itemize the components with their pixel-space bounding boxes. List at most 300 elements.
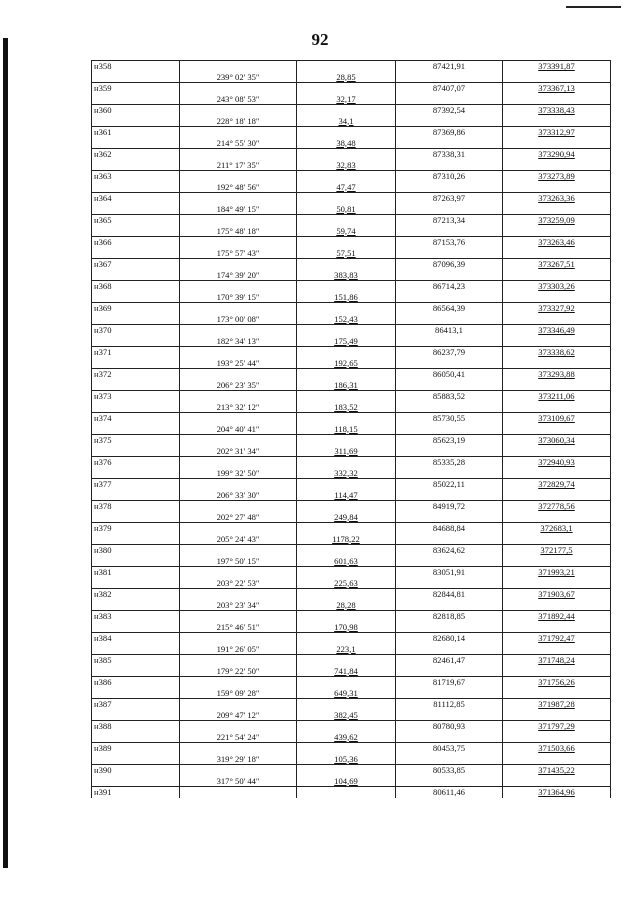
table-row [92,699,611,710]
table-row [92,182,611,193]
x-coordinate-cell [396,600,503,611]
x-coordinate-cell: 80533,85 [396,765,503,776]
angle-cell [180,215,297,226]
length-cell: 152,43 [297,314,396,325]
angle-cell [180,347,297,358]
y-coordinate-cell [503,468,611,479]
point-name-cell: н372 [92,369,180,380]
length-cell: 383,83 [297,270,396,281]
y-coordinate-cell: 372177,5 [503,545,611,556]
x-coordinate-cell [396,512,503,523]
y-coordinate-cell: 371503,66 [503,743,611,754]
y-coordinate-cell [503,688,611,699]
x-coordinate-cell: 87213,34 [396,215,503,226]
table-row [92,424,611,435]
x-coordinate-cell: 85623,19 [396,435,503,446]
x-coordinate-cell: 81719,67 [396,677,503,688]
angle-cell [180,457,297,468]
x-coordinate-cell [396,160,503,171]
length-cell [297,523,396,534]
y-coordinate-cell [503,336,611,347]
angle-cell [180,281,297,292]
x-coordinate-cell [396,776,503,787]
table-row [92,336,611,347]
x-coordinate-cell [396,402,503,413]
table-row [92,534,611,545]
length-cell [297,567,396,578]
point-name-cell [92,138,180,149]
x-coordinate-cell [396,116,503,127]
angle-cell: 319° 29' 18" [180,754,297,765]
angle-cell [180,171,297,182]
x-coordinate-cell [396,490,503,501]
length-cell: 57,51 [297,248,396,259]
point-name-cell: н389 [92,743,180,754]
table-row [92,710,611,721]
point-name-cell: н377 [92,479,180,490]
y-coordinate-cell: 373290,94 [503,149,611,160]
x-coordinate-cell: 86564,39 [396,303,503,314]
x-coordinate-cell [396,754,503,765]
y-coordinate-cell: 373346,49 [503,325,611,336]
table-row [92,677,611,688]
length-cell [297,193,396,204]
length-cell [297,347,396,358]
table-row [92,413,611,424]
y-coordinate-cell: 373391,87 [503,61,611,72]
y-coordinate-cell: 373338,62 [503,347,611,358]
x-coordinate-cell: 82844,81 [396,589,503,600]
angle-cell: 173° 00' 08" [180,314,297,325]
table-row [92,765,611,776]
x-coordinate-cell: 83624,62 [396,545,503,556]
point-name-cell [92,534,180,545]
table-row [92,83,611,94]
table-row [92,743,611,754]
table-row [92,314,611,325]
y-coordinate-cell [503,490,611,501]
angle-cell: 204° 40' 41" [180,424,297,435]
y-coordinate-cell: 373267,51 [503,259,611,270]
x-coordinate-cell [396,688,503,699]
length-cell [297,721,396,732]
x-coordinate-cell [396,622,503,633]
x-coordinate-cell: 80780,93 [396,721,503,732]
table-row [92,226,611,237]
y-coordinate-cell: 373211,06 [503,391,611,402]
length-cell [297,259,396,270]
angle-cell [180,479,297,490]
x-coordinate-cell: 82818,85 [396,611,503,622]
length-cell [297,677,396,688]
point-name-cell [92,622,180,633]
x-coordinate-cell [396,446,503,457]
point-name-cell: н375 [92,435,180,446]
table-row [92,556,611,567]
length-cell: 105,36 [297,754,396,765]
angle-cell: 192° 48' 56" [180,182,297,193]
angle-cell [180,61,297,72]
table-row [92,644,611,655]
point-name-cell: н387 [92,699,180,710]
length-cell: 249,84 [297,512,396,523]
y-coordinate-cell [503,512,611,523]
table-row [92,611,611,622]
angle-cell [180,435,297,446]
point-name-cell [92,490,180,501]
x-coordinate-cell: 85022,11 [396,479,503,490]
length-cell: 186,31 [297,380,396,391]
x-coordinate-cell [396,732,503,743]
angle-cell [180,105,297,116]
x-coordinate-cell [396,270,503,281]
table-row [92,512,611,523]
length-cell: 439,62 [297,732,396,743]
angle-cell [180,567,297,578]
angle-cell [180,611,297,622]
table-row [92,215,611,226]
y-coordinate-cell: 372683,1 [503,523,611,534]
angle-cell: 221° 54' 24" [180,732,297,743]
point-name-cell: н359 [92,83,180,94]
y-coordinate-cell [503,358,611,369]
y-coordinate-cell: 372829,74 [503,479,611,490]
point-name-cell: н367 [92,259,180,270]
angle-cell [180,83,297,94]
y-coordinate-cell [503,314,611,325]
y-coordinate-cell: 371987,28 [503,699,611,710]
point-name-cell [92,556,180,567]
point-name-cell [92,358,180,369]
table-row [92,688,611,699]
length-cell: 28,28 [297,600,396,611]
angle-cell [180,677,297,688]
x-coordinate-cell: 87153,76 [396,237,503,248]
table-row [92,171,611,182]
length-cell [297,589,396,600]
angle-cell: 203° 22' 53" [180,578,297,589]
length-cell: 50,81 [297,204,396,215]
point-name-cell: н386 [92,677,180,688]
length-cell: 59,74 [297,226,396,237]
point-name-cell [92,578,180,589]
binding-margin-bar [3,38,8,868]
angle-cell [180,193,297,204]
point-name-cell [92,72,180,83]
length-cell [297,457,396,468]
angle-cell [180,721,297,732]
angle-cell: 203° 23' 34" [180,600,297,611]
length-cell [297,699,396,710]
point-name-cell [92,600,180,611]
point-name-cell [92,116,180,127]
y-coordinate-cell [503,644,611,655]
y-coordinate-cell [503,292,611,303]
x-coordinate-cell [396,710,503,721]
x-coordinate-cell: 87096,39 [396,259,503,270]
x-coordinate-cell [396,72,503,83]
x-coordinate-cell: 83051,91 [396,567,503,578]
table-row [92,435,611,446]
angle-cell [180,743,297,754]
table-row [92,127,611,138]
x-coordinate-cell: 86050,41 [396,369,503,380]
table-row [92,468,611,479]
table-row [92,446,611,457]
y-coordinate-cell: 373259,09 [503,215,611,226]
x-coordinate-cell: 85730,55 [396,413,503,424]
table-row [92,622,611,633]
x-coordinate-cell: 80611,46 [396,787,503,798]
x-coordinate-cell: 80453,75 [396,743,503,754]
length-cell [297,545,396,556]
y-coordinate-cell [503,94,611,105]
table-row [92,457,611,468]
y-coordinate-cell [503,116,611,127]
y-coordinate-cell [503,732,611,743]
angle-cell [180,545,297,556]
x-coordinate-cell: 86714,23 [396,281,503,292]
length-cell: 741,84 [297,666,396,677]
length-cell: 32,17 [297,94,396,105]
length-cell [297,743,396,754]
length-cell: 34,1 [297,116,396,127]
length-cell: 38,48 [297,138,396,149]
point-name-cell: н362 [92,149,180,160]
table-row [92,149,611,160]
y-coordinate-cell: 373303,26 [503,281,611,292]
point-name-cell: н369 [92,303,180,314]
angle-cell: 209° 47' 12" [180,710,297,721]
point-name-cell: н373 [92,391,180,402]
x-coordinate-cell: 86413,1 [396,325,503,336]
length-cell: 382,45 [297,710,396,721]
angle-cell: 206° 23' 35" [180,380,297,391]
y-coordinate-cell: 371797,29 [503,721,611,732]
angle-cell [180,787,297,798]
angle-cell: 184° 49' 15" [180,204,297,215]
length-cell: 32,83 [297,160,396,171]
y-coordinate-cell [503,666,611,677]
angle-cell: 215° 46' 51" [180,622,297,633]
angle-cell [180,413,297,424]
angle-cell: 159° 09' 28" [180,688,297,699]
angle-cell [180,325,297,336]
x-coordinate-cell: 85335,28 [396,457,503,468]
table-row [92,160,611,171]
y-coordinate-cell: 373293,88 [503,369,611,380]
length-cell [297,611,396,622]
table-row [92,138,611,149]
y-coordinate-cell [503,710,611,721]
angle-cell [180,501,297,512]
y-coordinate-cell [503,72,611,83]
coordinates-table-body [92,61,611,798]
table-row [92,347,611,358]
x-coordinate-cell [396,358,503,369]
point-name-cell: н388 [92,721,180,732]
x-coordinate-cell: 87407,07 [396,83,503,94]
coordinates-table [91,60,611,798]
angle-cell: 211° 17' 35" [180,160,297,171]
x-coordinate-cell [396,666,503,677]
point-name-cell [92,270,180,281]
angle-cell: 199° 32' 50" [180,468,297,479]
table-row [92,105,611,116]
y-coordinate-cell [503,534,611,545]
table-row [92,94,611,105]
table-row [92,116,611,127]
y-coordinate-cell: 373109,67 [503,413,611,424]
point-name-cell [92,446,180,457]
point-name-cell [92,226,180,237]
y-coordinate-cell: 371756,26 [503,677,611,688]
angle-cell [180,633,297,644]
table-row [92,655,611,666]
point-name-cell: н363 [92,171,180,182]
length-cell [297,303,396,314]
point-name-cell [92,754,180,765]
point-name-cell: н385 [92,655,180,666]
x-coordinate-cell [396,578,503,589]
length-cell: 225,63 [297,578,396,589]
table-row [92,237,611,248]
angle-cell [180,523,297,534]
x-coordinate-cell [396,292,503,303]
y-coordinate-cell [503,226,611,237]
x-coordinate-cell: 87263,97 [396,193,503,204]
length-cell: 151,86 [297,292,396,303]
x-coordinate-cell [396,380,503,391]
table-row [92,369,611,380]
length-cell: 223,1 [297,644,396,655]
table-row [92,259,611,270]
y-coordinate-cell [503,248,611,259]
angle-cell: 170° 39' 15" [180,292,297,303]
x-coordinate-cell [396,556,503,567]
length-cell [297,83,396,94]
table-row [92,61,611,72]
angle-cell [180,237,297,248]
table-row [92,567,611,578]
point-name-cell [92,402,180,413]
y-coordinate-cell: 372940,93 [503,457,611,468]
angle-cell: 205° 24' 43" [180,534,297,545]
y-coordinate-cell [503,270,611,281]
point-name-cell [92,776,180,787]
point-name-cell: н379 [92,523,180,534]
point-name-cell: н378 [92,501,180,512]
point-name-cell [92,336,180,347]
y-coordinate-cell [503,622,611,633]
x-coordinate-cell: 86237,79 [396,347,503,358]
point-name-cell [92,688,180,699]
y-coordinate-cell: 371748,24 [503,655,611,666]
table-row [92,776,611,787]
angle-cell [180,259,297,270]
table-row [92,402,611,413]
table-row [92,358,611,369]
point-name-cell: н381 [92,567,180,578]
length-cell [297,479,396,490]
point-name-cell: н370 [92,325,180,336]
angle-cell: 179° 22' 50" [180,666,297,677]
length-cell [297,325,396,336]
page-number: 92 [311,30,329,49]
table-row [92,391,611,402]
y-coordinate-cell: 373060,34 [503,435,611,446]
length-cell: 649,31 [297,688,396,699]
length-cell [297,633,396,644]
x-coordinate-cell [396,468,503,479]
x-coordinate-cell: 85883,52 [396,391,503,402]
table-row [92,578,611,589]
length-cell: 104,69 [297,776,396,787]
point-name-cell: н366 [92,237,180,248]
length-cell [297,149,396,160]
y-coordinate-cell [503,776,611,787]
point-name-cell [92,182,180,193]
length-cell: 118,15 [297,424,396,435]
point-name-cell [92,424,180,435]
point-name-cell [92,292,180,303]
y-coordinate-cell: 373273,89 [503,171,611,182]
angle-cell: 191° 26' 05" [180,644,297,655]
angle-cell: 174° 39' 20" [180,270,297,281]
y-coordinate-cell [503,556,611,567]
angle-cell: 213° 32' 12" [180,402,297,413]
point-name-cell [92,160,180,171]
point-name-cell: н376 [92,457,180,468]
angle-cell: 193° 25' 44" [180,358,297,369]
table-row [92,589,611,600]
table-row [92,787,611,798]
y-coordinate-cell: 371993,21 [503,567,611,578]
length-cell: 183,52 [297,402,396,413]
table-row [92,633,611,644]
x-coordinate-cell: 82461,47 [396,655,503,666]
point-name-cell: н360 [92,105,180,116]
length-cell [297,105,396,116]
point-name-cell [92,644,180,655]
length-cell: 114,47 [297,490,396,501]
table-row [92,523,611,534]
angle-cell: 243° 08' 53" [180,94,297,105]
y-coordinate-cell [503,446,611,457]
x-coordinate-cell: 87369,86 [396,127,503,138]
length-cell [297,215,396,226]
x-coordinate-cell [396,534,503,545]
angle-cell: 239° 02' 35" [180,72,297,83]
length-cell [297,281,396,292]
y-coordinate-cell [503,424,611,435]
point-name-cell [92,710,180,721]
x-coordinate-cell [396,226,503,237]
table-row [92,270,611,281]
angle-cell [180,589,297,600]
point-name-cell [92,380,180,391]
x-coordinate-cell: 87310,26 [396,171,503,182]
length-cell: 170,98 [297,622,396,633]
table-row [92,600,611,611]
length-cell: 601,63 [297,556,396,567]
table-row [92,292,611,303]
y-coordinate-cell: 371892,44 [503,611,611,622]
y-coordinate-cell: 373367,13 [503,83,611,94]
x-coordinate-cell [396,204,503,215]
table-row [92,193,611,204]
length-cell [297,435,396,446]
